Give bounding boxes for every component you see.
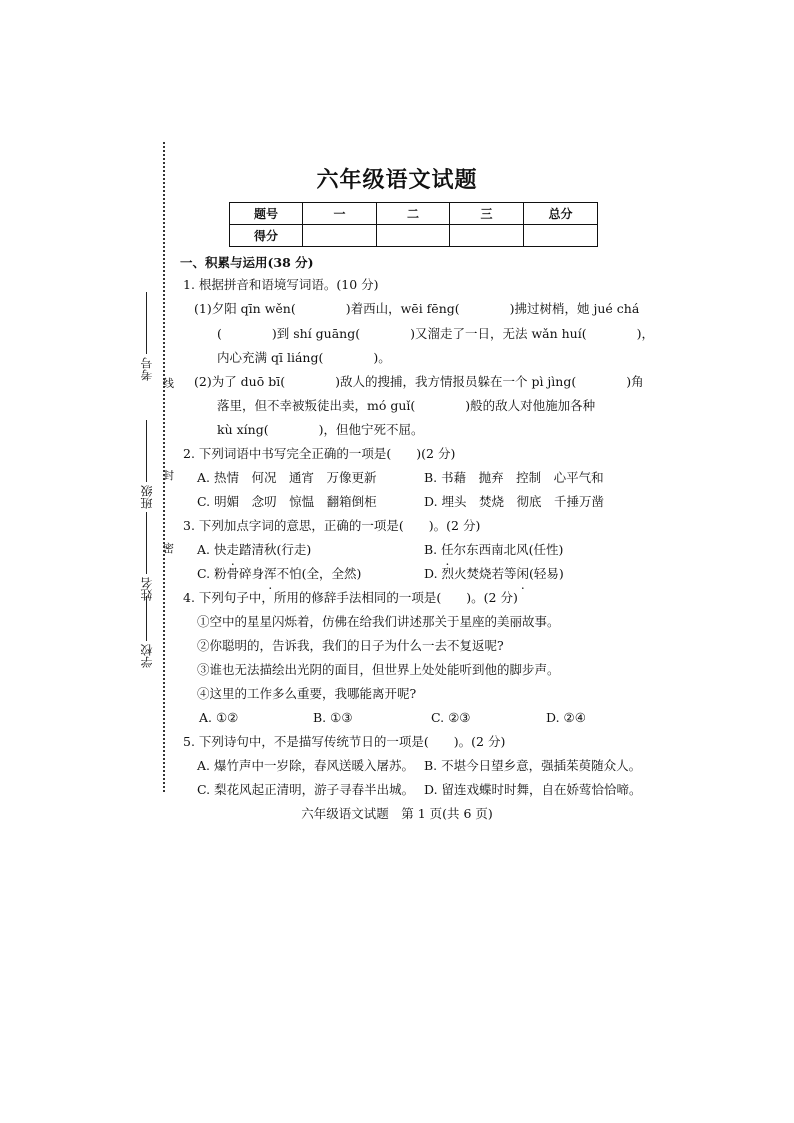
question-2-option-d: D. 埋头 焚烧 彻底 千捶万凿 <box>424 494 605 509</box>
score-table <box>229 202 598 247</box>
score-table-header-row <box>230 203 598 225</box>
score-cell[interactable] <box>524 225 598 247</box>
margin-label-class: 班级 <box>140 485 154 509</box>
seal-char-seal: 封 <box>163 469 174 482</box>
question-5-option-a: A. 爆竹声中一岁除，春风送暖入屠苏。 <box>197 758 414 773</box>
question-1-part-1-line-2: ( )到 shí guāng( )又溜走了一日，无法 wǎn huí( )， <box>217 326 654 341</box>
question-4-option-c: C. ②③ <box>431 710 471 725</box>
question-4-sentence-3: ③谁也无法描绘出光阴的面目，但世界上处处能听到他的脚步声。 <box>197 662 560 677</box>
question-5-option-b: B. 不堪今日望乡意，强插茱萸随众人。 <box>424 758 642 773</box>
option-text: 踏清秋(行走) <box>239 542 312 557</box>
question-3-stem: 3. 下列加点字词的意思，正确的一项是( )。(2 分) <box>183 518 481 533</box>
question-3-option-a <box>197 541 311 559</box>
question-4-sentence-4: ④这里的工作多么重要，我哪能离开呢? <box>197 686 417 701</box>
question-3-option-c <box>197 565 361 583</box>
question-5-option-d: D. 留连戏蝶时时舞，自在娇莺恰恰啼。 <box>424 782 642 797</box>
section-heading: 一、积累与运用(38 分) <box>180 255 314 270</box>
question-1-part-1-line-3: 内心充满 qī liáng( )。 <box>217 350 391 365</box>
emphasized-char: 任 <box>441 542 454 557</box>
option-text: A. 快 <box>197 542 227 557</box>
margin-field-name <box>138 512 155 601</box>
margin-field-class <box>138 420 155 509</box>
margin-label-name: 姓名 <box>140 577 154 601</box>
question-3-option-d <box>424 565 564 583</box>
margin-label-school: 学校 <box>140 644 154 668</box>
option-text: 不怕(全，全然) <box>276 566 362 581</box>
question-5-option-c: C. 梨花风起正清明，游子寻春半出城。 <box>197 782 415 797</box>
seal-char-secret: 密 <box>163 542 174 555</box>
question-4-option-a: A. ①② <box>199 710 239 725</box>
question-4-sentence-1: ①空中的星星闪烁着，仿佛在给我们讲述那关于星座的美丽故事。 <box>197 614 560 629</box>
question-1-stem: 1. 根据拼音和语境写词语。(10 分) <box>183 277 379 292</box>
score-header-cell: 二 <box>377 203 450 225</box>
question-2-stem: 2. 下列词语中书写完全正确的一项是( )(2 分) <box>183 446 456 461</box>
question-5-stem: 5. 下列诗句中，不是描写传统节日的一项是( )。(2 分) <box>183 734 506 749</box>
score-header-cell: 三 <box>450 203 524 225</box>
score-row-label: 得分 <box>230 225 303 247</box>
score-header-cell: 题号 <box>230 203 303 225</box>
emphasized-char: 浑 <box>264 566 277 581</box>
question-1-part-2-line-2: 落里，但不幸被叛徒出卖，mó guǐ( )般的敌人对他施加各种 <box>217 398 596 413</box>
question-1-part-2-line-1: (2)为了 duō bī( )敌人的搜捕，我方情报员躲在一个 pì jìng( )角 <box>194 374 644 389</box>
question-3-option-b <box>424 541 563 559</box>
option-text: 尔东西南北风(任性) <box>453 542 564 557</box>
margin-label-exam-number: 考号 <box>140 357 154 381</box>
emphasized-char: 闲 <box>516 566 530 581</box>
question-4-option-b: B. ①③ <box>313 710 353 725</box>
option-text: (轻易) <box>529 566 564 581</box>
margin-field-school <box>138 596 155 668</box>
score-cell[interactable] <box>377 225 450 247</box>
question-4-option-d: D. ②④ <box>546 710 586 725</box>
score-table-score-row <box>230 225 598 247</box>
question-4-stem: 4. 下列句子中，所用的修辞手法相同的一项是( )。(2 分) <box>183 590 518 605</box>
question-1-part-1-line-1: (1)夕阳 qīn wěn( )着西山，wēi fēng( )拂过树梢，她 jué chá <box>194 301 640 316</box>
question-2-option-c: C. 明媚 念叨 惊愠 翻箱倒柜 <box>197 494 377 509</box>
question-1-part-2-line-3: kù xíng( )，但他宁死不屈。 <box>217 422 424 437</box>
page-title: 六年级语文试题 <box>316 167 478 193</box>
score-header-cell: 一 <box>303 203 377 225</box>
question-2-option-a: A. 热情 何况 通宵 万像更新 <box>197 470 377 485</box>
option-text: D. 烈火焚烧若等 <box>424 566 517 581</box>
option-text: C. 粉骨碎身 <box>197 566 265 581</box>
question-4-sentence-2: ②你聪明的，告诉我，我们的日子为什么一去不复返呢? <box>197 638 504 653</box>
score-header-cell: 总分 <box>524 203 598 225</box>
option-text: B. <box>424 542 442 557</box>
margin-field-exam-number <box>138 292 155 381</box>
score-cell[interactable] <box>303 225 377 247</box>
score-cell[interactable] <box>450 225 524 247</box>
emphasized-char: 走 <box>226 542 239 557</box>
question-2-option-b: B. 书藉 抛弃 控制 心平气和 <box>424 470 604 485</box>
seal-char-line: 线 <box>163 377 174 390</box>
page-footer: 六年级语文试题 第 1 页(共 6 页) <box>301 806 493 821</box>
